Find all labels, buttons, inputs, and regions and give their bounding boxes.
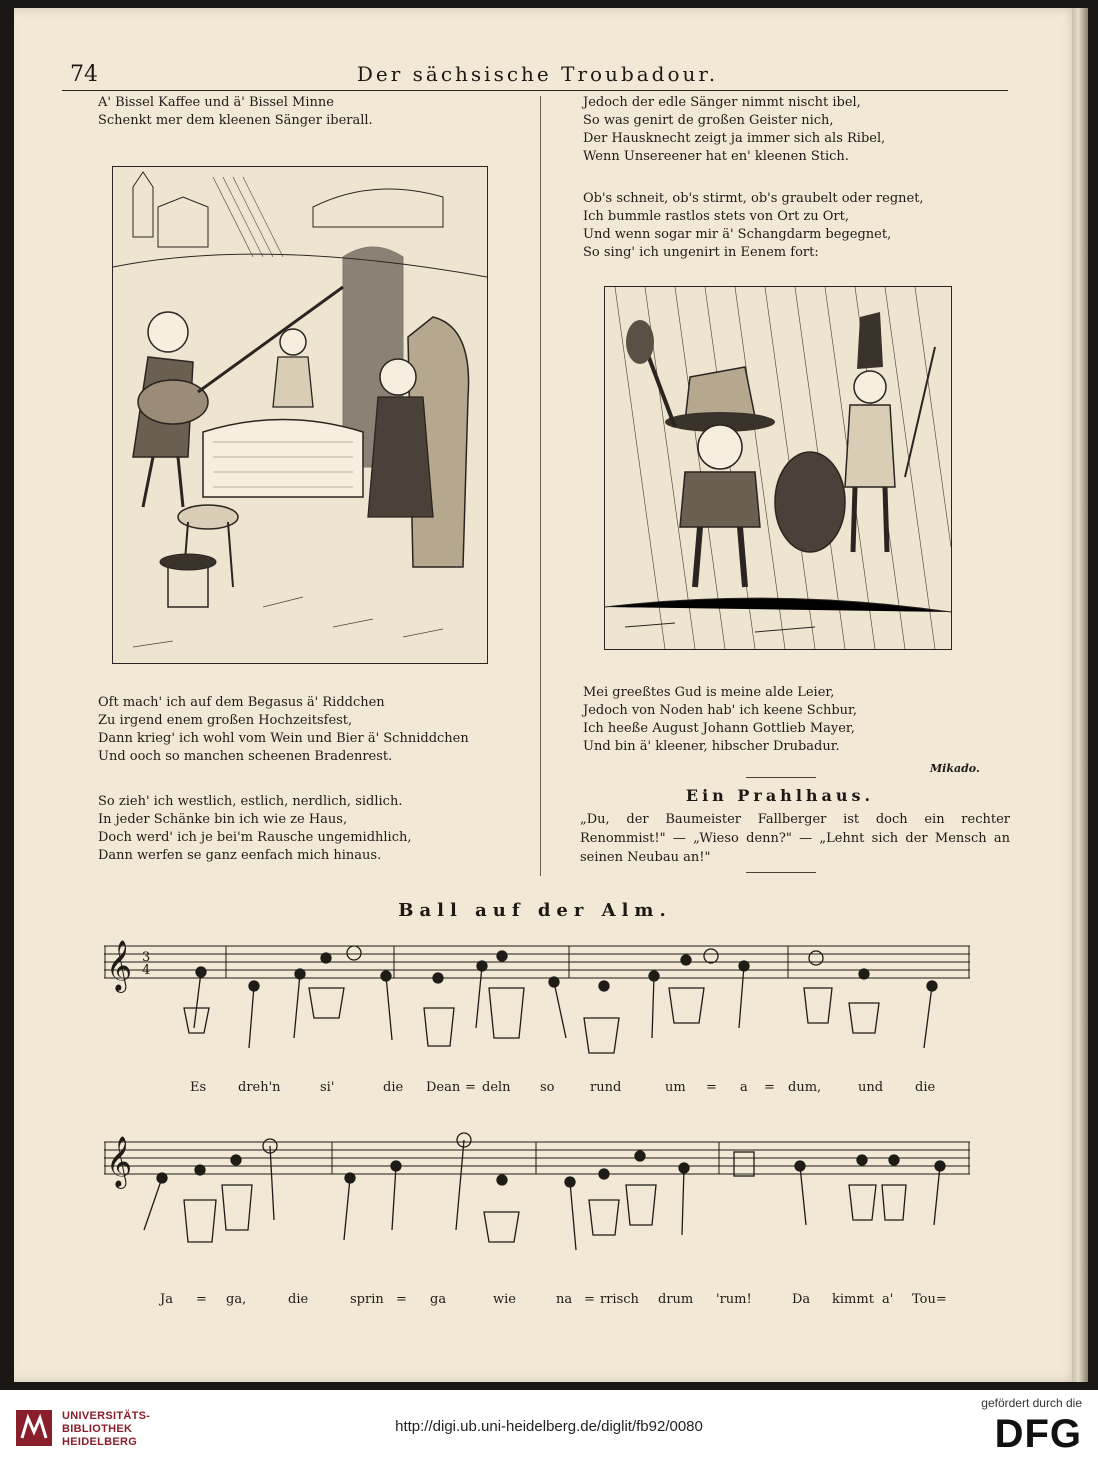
verse-line: Dann krieg' ich wohl vom Wein und Bier ä' Schniddchen — [98, 731, 469, 746]
lyric-syllable: deln — [482, 1080, 511, 1095]
verse-line: Und wenn sogar mir ä' Schangdarm begegnet, — [583, 227, 892, 242]
section-divider — [746, 872, 816, 873]
right-stanza-2 — [583, 190, 924, 262]
running-title: Der sächsische Troubadour. — [356, 62, 719, 86]
lyric-syllable: rrisch — [600, 1292, 639, 1307]
lyric-syllable: = — [396, 1292, 407, 1307]
left-stanza-3 — [98, 793, 412, 865]
verse-line: Der Hausknecht zeigt ja immer sich als Ribel, — [583, 131, 886, 146]
page-edge — [1072, 8, 1088, 1382]
verse-line: Zu irgend enem großen Hochzeitsfest, — [98, 713, 353, 728]
lyric-syllable: 'rum! — [716, 1292, 752, 1307]
lyric-syllable: = — [584, 1292, 595, 1307]
lyric-syllable: wie — [493, 1292, 516, 1307]
lyric-syllable: ga — [430, 1292, 447, 1307]
author-signature: Mikado. — [930, 762, 980, 775]
institution-line: HEIDELBERG — [62, 1436, 138, 1448]
lyric-syllable: ga, — [226, 1292, 247, 1307]
section-divider — [746, 777, 816, 778]
lyric-syllable: a — [740, 1080, 748, 1095]
verse-line: Wenn Unsereener hat en' kleenen Stich. — [583, 149, 849, 164]
left-stanza-1 — [98, 94, 373, 130]
lyric-syllable: Es — [190, 1080, 207, 1095]
lyric-syllable: = — [706, 1080, 717, 1095]
source-url-link[interactable]: http://digi.ub.uni-heidelberg.de/diglit/fb92/0080 — [395, 1418, 703, 1435]
troubadour-tavern-illustration — [112, 166, 488, 664]
verse-line: Mei greeßtes Gud is meine alde Leier, — [583, 685, 835, 700]
institution-line: BIBLIOTHEK — [62, 1423, 133, 1435]
verse-line: Und ooch so manchen scheenen Bradenrest. — [98, 749, 393, 764]
verse-line: Jedoch von Noden hab' ich keene Schbur, — [583, 703, 857, 718]
verse-line: So zieh' ich westlich, estlich, nerdlich, sidlich. — [98, 794, 403, 809]
verse-line: Jedoch der edle Sänger nimmt nischt ibel, — [583, 95, 861, 110]
lyric-syllable: kimmt — [832, 1292, 874, 1307]
lyric-syllable: a' — [882, 1292, 894, 1307]
lyric-syllable: dreh'n — [238, 1080, 281, 1095]
page-header — [70, 62, 1005, 88]
right-stanza-3 — [583, 684, 857, 756]
header-rule — [62, 90, 1008, 91]
svg-text:3: 3 — [142, 950, 151, 965]
lyric-syllable: so — [540, 1080, 555, 1095]
funded-by-label: gefördert durch die — [981, 1396, 1082, 1410]
music-staff-1 — [104, 928, 970, 1068]
lyric-syllable: = — [764, 1080, 775, 1095]
lyric-syllable: dum, — [788, 1080, 822, 1095]
svg-text:𝄞: 𝄞 — [106, 1136, 133, 1187]
verse-line: Und bin ä' kleener, hibscher Drubadur. — [583, 739, 840, 754]
lyrics-line-1 — [190, 1080, 936, 1098]
verse-line: Ich heeße August Johann Gottlieb Mayer, — [583, 721, 855, 736]
lyric-syllable: sprin — [350, 1292, 384, 1307]
institution-line: UNIVERSITÄTS- — [62, 1410, 151, 1422]
column-divider — [540, 96, 541, 876]
lyric-syllable: Ja — [160, 1292, 173, 1307]
lyric-syllable: Dean — [426, 1080, 461, 1095]
left-stanza-2 — [98, 694, 469, 766]
verse-line: Oft mach' ich auf dem Begasus ä' Riddchen — [98, 695, 385, 710]
lyric-syllable: si' — [320, 1080, 335, 1095]
lyric-syllable: rund — [590, 1080, 622, 1095]
anecdote-title: Ein Prahlhaus. — [685, 786, 875, 805]
lyric-syllable: na — [556, 1292, 573, 1307]
footer-bar — [0, 1390, 1098, 1469]
lyric-syllable: um — [665, 1080, 686, 1095]
lyric-syllable: und — [858, 1080, 884, 1095]
anecdote-text: „Du, der Baumeister Fallberger ist doch ein rechter Renommist!" — „Wieso denn?" — „Lehnt sich der Mensch an seinen Neubau an!" — [580, 812, 1010, 865]
page-number: 74 — [70, 62, 98, 87]
lyrics-line-2 — [160, 1292, 947, 1310]
verse-line: Schenkt mer dem kleenen Sänger iberall. — [98, 113, 373, 128]
verse-line: So sing' ich ungenirt in Eenem fort: — [583, 245, 819, 260]
verse-line: In jeder Schänke bin ich wie ze Haus, — [98, 812, 348, 827]
lyric-syllable: = — [196, 1292, 207, 1307]
lyric-syllable: die — [288, 1292, 309, 1307]
svg-text:𝄞: 𝄞 — [106, 940, 133, 991]
lyric-syllable: Tou= — [912, 1292, 947, 1307]
verse-line: Doch werd' ich je bei'm Rausche ungemidhlich, — [98, 830, 412, 845]
lyric-syllable: Da — [792, 1292, 811, 1307]
verse-line: So was genirt de großen Geister nich, — [583, 113, 834, 128]
song-title: Ball auf der Alm. — [398, 900, 672, 921]
dfg-logo[interactable]: DFG — [994, 1412, 1082, 1456]
verse-line: Ich bummle rastlos stets von Ort zu Ort, — [583, 209, 850, 224]
right-stanza-1 — [583, 94, 885, 166]
verse-line: Dann werfen se ganz eenfach mich hinaus. — [98, 848, 382, 863]
lyric-syllable: drum — [658, 1292, 694, 1307]
verse-line: Ob's schneit, ob's stirmt, ob's graubelt oder regnet, — [583, 191, 924, 206]
lyric-syllable: = — [465, 1080, 476, 1095]
lyric-syllable: die — [383, 1080, 404, 1095]
lyric-syllable: die — [915, 1080, 936, 1095]
verse-line: A' Bissel Kaffee und ä' Bissel Minne — [98, 95, 334, 110]
music-staff-2 — [104, 1130, 970, 1270]
svg-text:4: 4 — [142, 963, 151, 978]
troubadour-in-rain-illustration — [604, 286, 952, 650]
